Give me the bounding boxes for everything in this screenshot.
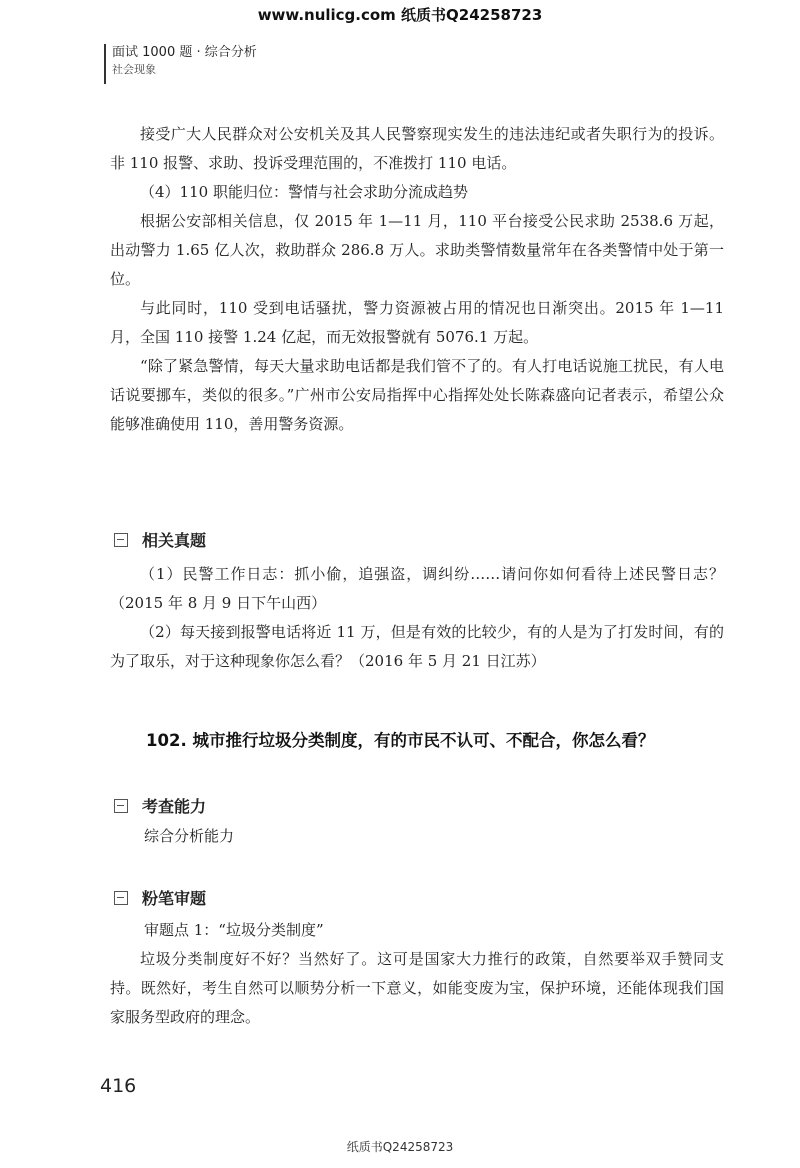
paragraph: 与此同时，110 受到电话骚扰，警力资源被占用的情况也日渐突出。2015 年 1—11 月，全国 110 接警 1.24 亿起，而无效报警就有 5076.1 万起。 — [110, 299, 724, 346]
review-text-block — [110, 916, 724, 1032]
page-number: 416 — [100, 1075, 137, 1097]
ability-text: 综合分析能力 — [144, 827, 235, 845]
book-title: 面试 1000 题 · 综合分析 — [112, 45, 257, 60]
ability-text-block — [144, 822, 758, 851]
related-heading — [114, 528, 206, 551]
document-icon — [114, 799, 128, 813]
subheading: （4）110 职能归位：警情与社会求助分流成趋势 — [140, 183, 468, 201]
review-heading — [114, 886, 206, 909]
related-list — [110, 560, 724, 676]
top-watermark: www.nulicg.com 纸质书Q24258723 — [257, 6, 543, 24]
related-item: （1）民警工作日志：抓小偷，追强盗，调纠纷……请问你如何看待上述民警日志？（2015 年 8 月 9 日下午山西） — [110, 565, 724, 612]
body-text-top — [110, 120, 724, 439]
review-heading-text: 粉笔审题 — [142, 889, 207, 908]
related-item: （2）每天接到报警电话将近 11 万，但是有效的比较少，有的人是为了打发时间，有的为了取乐，对于这种现象你怎么看？（2016 年 5 月 21 日江苏） — [110, 623, 724, 670]
ability-heading — [114, 794, 206, 817]
review-point: 审题点 1：“垃圾分类制度” — [144, 921, 324, 939]
question-title: 102. 城市推行垃圾分类制度，有的市民不认可、不配合，你怎么看？ — [146, 731, 655, 750]
running-head — [104, 44, 257, 84]
bottom-watermark: 纸质书Q24258723 — [346, 1140, 454, 1154]
document-icon — [114, 891, 128, 905]
paragraph: 接受广大人民群众对公安机关及其人民警察现实发生的违法违纪或者失职行为的投诉。非 110 报警、求助、投诉受理范围的，不准拨打 110 电话。 — [110, 125, 724, 172]
ability-heading-text: 考查能力 — [142, 797, 207, 816]
related-heading-text: 相关真题 — [142, 531, 207, 550]
paragraph: 根据公安部相关信息，仅 2015 年 1—11 月，110 平台接受公民求助 2538.6 万起，出动警力 1.65 亿人次，救助群众 286.8 万人。求助类警情数量常年在各类警情中处于第一位。 — [110, 212, 724, 288]
document-icon — [114, 533, 128, 547]
paragraph: “除了紧急警情，每天大量求助电话都是我们管不了的。有人打电话说施工扰民，有人电话说要挪车，类似的很多。”广州市公安局指挥中心指挥处处长陈森盛向记者表示，希望公众能够准确使用 110，善用警务资源。 — [110, 357, 724, 433]
chapter-title: 社会现象 — [112, 63, 156, 76]
review-paragraph: 垃圾分类制度好不好？当然好了。这可是国家大力推行的政策，自然要举双手赞同支持。既然好，考生自然可以顺势分析一下意义，如能变废为宝，保护环境，还能体现我们国家服务型政府的理念。 — [110, 950, 724, 1026]
